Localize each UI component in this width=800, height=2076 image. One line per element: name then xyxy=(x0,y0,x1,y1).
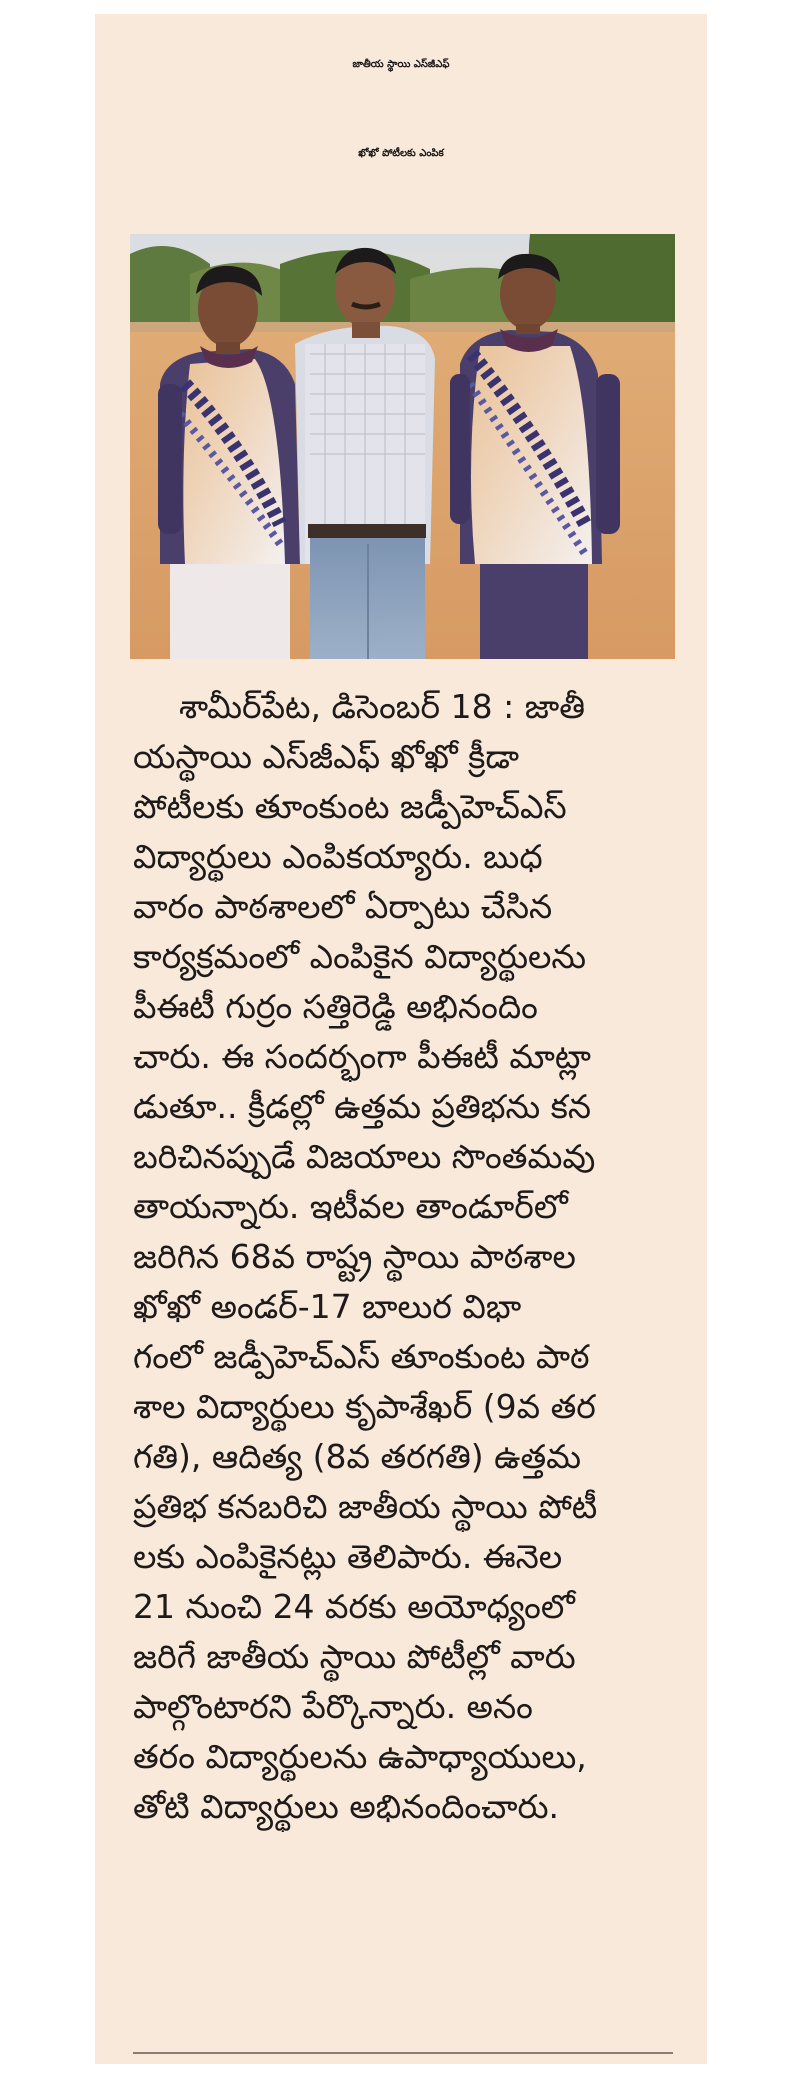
article-line: తాయన్నారు. ఇటీవల తాండూర్‌లో xyxy=(133,1187,568,1226)
news-clipping xyxy=(95,14,707,2064)
article-line: గతి), ఆదిత్య (8వ తరగతి) ఉత్తమ xyxy=(133,1437,582,1476)
article-line: యస్థాయి ఎస్‌జీఎఫ్ ఖోఖో క్రీడా xyxy=(133,737,520,776)
article-line: బరిచినప్పుడే విజయాలు సొంతమవు xyxy=(133,1137,596,1176)
article-line: లకు ఎంపికైనట్లు తెలిపారు. ఈనెల xyxy=(133,1537,563,1576)
article-line: గంలో జడ్పీహెచ్‌ఎస్ తూంకుంట పాఠ xyxy=(133,1337,590,1376)
article-line: జరిగే జాతీయ స్థాయి పోటీల్లో వారు xyxy=(133,1637,576,1676)
article-line: జరిగిన 68వ రాష్ట్ర స్థాయి పాఠశాల xyxy=(133,1237,576,1276)
headline-line-1: జాతీయ స్థాయి ఎస్‌జీఎఫ్ xyxy=(352,59,450,70)
article-line: కార్యక్రమంలో ఎంపికైన విద్యార్థులను xyxy=(133,937,587,976)
article-line: తోటి విద్యార్థులు అభినందించారు. xyxy=(133,1787,559,1826)
article-line: శాల విద్యార్థులు కృపాశేఖర్ (9వ తర xyxy=(133,1387,596,1426)
article-line: పీఈటీ గుర్రం సత్తిరెడ్డి అభినందిం xyxy=(133,987,538,1026)
headline-line-2: ఖోఖో పోటీలకు ఎంపిక xyxy=(358,148,444,159)
article-line: తరం విద్యార్థులను ఉపాధ్యాయులు, xyxy=(133,1737,587,1776)
article-line: వారం పాఠశాలలో ఏర్పాటు చేసిన xyxy=(133,887,553,926)
article-line: ప్రతిభ కనబరిచి జాతీయ స్థాయి పోటీ xyxy=(133,1487,598,1526)
article-line: డుతూ.. క్రీడల్లో ఉత్తమ ప్రతిభను కన xyxy=(133,1087,592,1126)
article-line: 21 నుంచి 24 వరకు అయోధ్యంలో xyxy=(133,1587,575,1626)
article-line: శామీర్‌పేట, డిసెంబర్ 18 : జాతీ xyxy=(179,687,586,726)
article-line: ఖోఖో అండర్-17 బాలుర విభా xyxy=(133,1287,522,1326)
article-line: పోటీలకు తూంకుంట జడ్పీహెచ్‌ఎస్ xyxy=(133,787,567,826)
article-line: చారు. ఈ సందర్భంగా పీఈటీ మాట్లా xyxy=(133,1037,591,1076)
article-line: పాల్గొంటారని పేర్కొన్నారు. అనం xyxy=(133,1687,533,1726)
news-photo xyxy=(130,234,675,659)
bottom-divider xyxy=(133,2052,673,2054)
article-line: విద్యార్థులు ఎంపికయ్యారు. బుధ xyxy=(133,837,543,876)
